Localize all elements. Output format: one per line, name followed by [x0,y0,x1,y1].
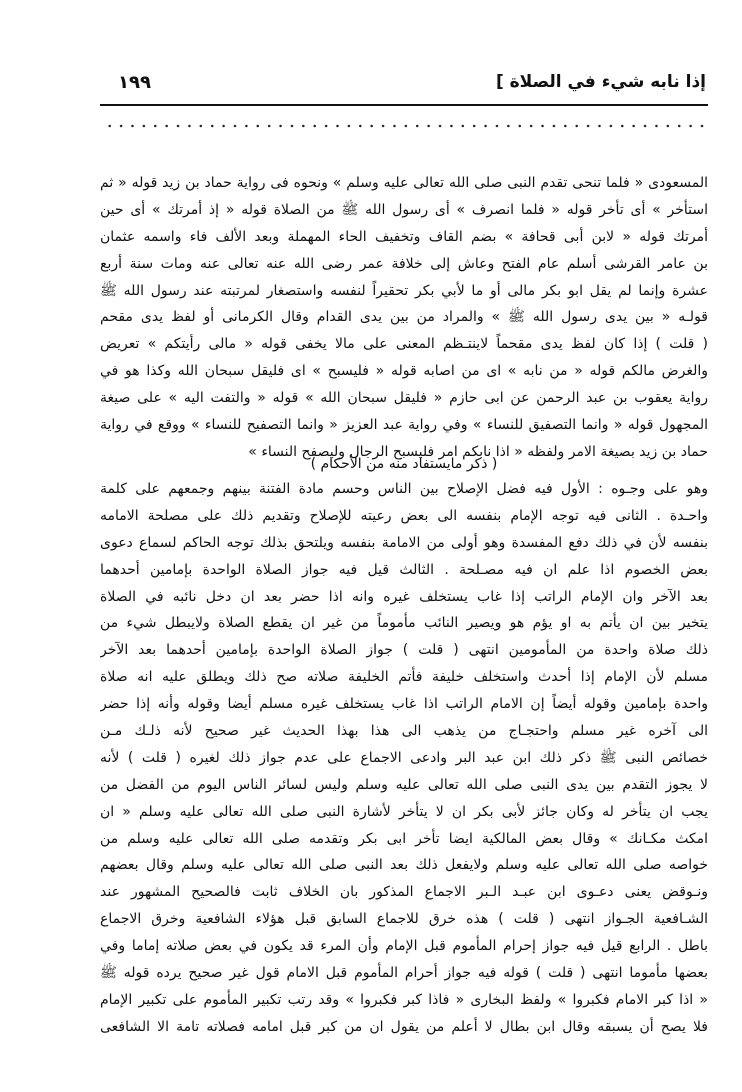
text-line: عشرة وإنما لم يقل ابو بكر مالى أو ما لأبي بكر تحقيراً لنفسه واستصغار لمرتبته عند رسول الله ﷺ [100,282,708,299]
text-line: رواية يعقوب بن عبد الرحمن عن ابى حازم « فليقل سبحان الله » قوله « والتفت اليه » على صيغة [100,390,708,407]
text-line: وهو على وجـوه : الأول فيه فضل الإصلاح بين الناس وحسم مادة الفتنة بينهم وجمعهم على كلمة [100,481,708,497]
text-line: امكث مكـانك » وقال بعض المالكية ايضا تأخر ابى بكر وتقدمه صلى الله تعالى عليه وسلم من [100,830,708,847]
text-line: بن عامر القرشى أسلم عام الفتح وعاش إلى خلافة عمر رضى الله عنه تعالى عنه ومات سنة أربع [100,255,708,272]
text-line: استأخر » أى تأخر قوله « فلما انصرف » أى رسول الله ﷺ من الصلاة قوله « إذ أمرتك » أى حين [100,201,708,218]
text-line: لا يجوز التقدم بين يدى النبى صلى الله تعالى عليه وسلم وليس لسائر الناس اليوم من الفضل من [100,776,708,793]
text-line: بعض الخصوم اذا علم ان فيه مصـلحة . الثالث قيل فيه جواز الصلاة الواحدة بإمامين أحدهما [100,561,708,578]
rulings-paragraph [100,476,708,1041]
text-line: يجب ان يتأخر له وكان جائز لأبى بكر ان لا يتأخر لأشارة النبى صلى الله تعالى عليه وسلم « ان [100,803,708,820]
text-line: بنفسه لأن في ذلك دفع المفسدة وهو أولى من الامامة بنفسه ويلتحق بذلك توجه الحاكم لسماع دعوى [100,534,708,551]
text-line: بعضها مأموما انتهى ( قلت ) قوله فيه جواز أحرام المأموم قبل الامام قول غير صحيح يرده قوله ﷺ [100,965,708,982]
text-line: قولـه « بين يدى رسول الله ﷺ » والمراد من بين يدى القدام وقال الكرمانى أو لفظ يدى مقحم [100,309,708,326]
text-line: باطل . الرابع قيل فيه جواز إحرام المأموم قبل الإمام وأن المرء قد يكون في بعض صلاته إماما وفي [100,938,708,955]
text-line: ونـوقض يعنى دعـوى ابن عبـد الـبر الاجماع المذكور بان الخلاف ثابت فالصحيح المشهور عند [100,884,708,901]
text-line: « اذا كبر الامام فكبروا » ولفظ البخارى « فاذا كبر فكبروا » وقد رتب تكبير المأموم على تكبير الإمام [100,991,708,1008]
text-line: يتخير بين ان يأتم به او يؤم هو ويصير النائب مأموماً من غير ان يقطع الصلاة ولايبطل شيء من [100,615,708,632]
text-line: المجهول قوله « وانما التصفيق للنساء » وفي رواية عبد العزيز « وانما التصفيح للنساء » ووقع في رواية [100,417,708,434]
dotted-separator [104,122,704,130]
page-number: ١٩٩ [118,72,151,93]
text-line: خصائص النبى ﷺ ذكر ذلك ابن عبد البر وادعى الاجماع على عدم جواز ذلك لغيره ( قلت ) لأنه [100,749,708,766]
text-line: ( قلت ) إذا كان لفظ يدى مقحماً لاينتـظم المعنى على مالا يخفى قوله « مالى رأيتكم » تعريض [100,336,708,353]
section-heading: ( ذكر مايستفاد منه من الأحكام ) [310,456,498,472]
commentary-paragraph [100,170,708,466]
text-line: مسلم لأن الإمام إذا أحدث واستخلف خليفة فأتم الخليفة صلاته صح ذلك ويطلق عليه انه صلاة [100,669,708,686]
text-line: الى آخره غير مسلم واحتجـاج من يذهب الى هذا بهذا الحديث غير صحيح لأنه ذلـك مـن [100,723,708,740]
text-line: ذلك صلاة واحدة من المأمومين انتهى ( قلت ) جواز الصلاة الواحدة بإمامين أحدهما بعد الآخر [100,642,708,659]
text-line: فلا يصح أن يسبقه وقال ابن بطال لا أعلم من يقول ان من كبر قبل امامه فصلاته تامة الا الشافعى [100,1018,708,1035]
text-line: المسعودى « فلما تنحى تقدم النبى صلى الله تعالى عليه وسلم » ونحوه فى رواية حماد بن زيد قوله « ثم [100,175,708,191]
text-line: الشـافعية الجـواز انتهى ( قلت ) هذه خرق للاجماع السابق قبل هؤلاء الشافعية وخرق الاجماع [100,911,708,928]
text-line: خواصه صلى الله تعالى عليه وسلم ولايفعل ذلك بعد النبى صلى الله تعالى عليه وسلم وقال بعضهم [100,857,708,874]
text-line: والغرض مالكم قوله « من نابه » اى من اصابه قوله « فليسبح » اى فليقل سبحان الله وكذا هو في [100,363,708,380]
text-line: بعد الآخر وان الإمام الراتب إذا غاب يستخلف غيره وانه اذا حضر بعد ان دخل نائبه في الصلاة [100,588,708,605]
text-line: واحدة بإمامين وقوله أيضاً إن الامام الراتب اذا غاب يستخلف غيره مسلم أيضا وقوله وأنه إذا حضر [100,696,708,713]
text-line: واحـدة . الثانى فيه توجه الإمام بنفسه الى بعض رعيته للإصلاح وتقديم ذلك على مصلحة الامامه [100,507,708,524]
header-title: إذا نابه شيء في الصلاة ] [495,72,706,92]
text-line: حماد بن زيد بصيغة الامر ولفظه « اذا نابكم امر فليسبح الرجال وليصفح النساء » [248,443,708,460]
text-line: أمرتك قوله « لابن أبى قحافة » بضم القاف وتخفيف الحاء المهملة وبعد الألف فاء واسمه عثمان [100,228,708,245]
header-rule [100,104,708,106]
